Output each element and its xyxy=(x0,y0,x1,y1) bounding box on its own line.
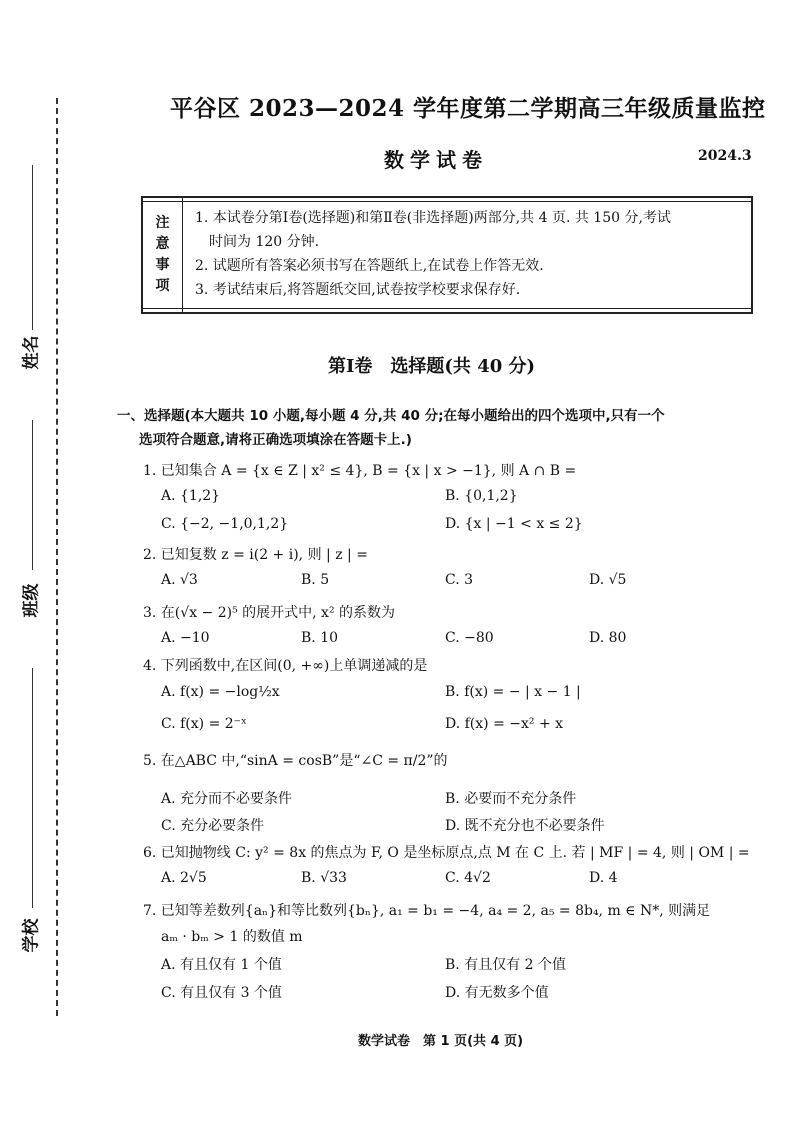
notice-box xyxy=(141,196,753,314)
notice-label-char: 注 xyxy=(155,215,170,231)
option: D. 4 xyxy=(589,870,618,886)
option: C. f(x) = 2⁻ˣ xyxy=(161,716,247,732)
option: C. −80 xyxy=(445,630,494,646)
option: D. √5 xyxy=(589,572,627,588)
class-label: 班级 xyxy=(21,583,42,618)
option: C. 3 xyxy=(445,572,474,588)
option: D. f(x) = −x² + x xyxy=(445,716,564,732)
school-underline xyxy=(32,668,33,908)
notice-item: 2. 试题所有答案必须书写在答题纸上,在试卷上作答无效. xyxy=(195,258,544,274)
option: B. f(x) = − | x − 1 | xyxy=(445,684,581,700)
option: C. 充分必要条件 xyxy=(161,818,265,834)
option: A. √3 xyxy=(161,572,198,588)
notice-label-char: 项 xyxy=(155,278,170,294)
instruction xyxy=(117,404,763,452)
option: A. 有且仅有 1 个值 xyxy=(161,957,282,973)
question-6 xyxy=(143,842,763,862)
notice-label xyxy=(143,198,183,312)
question-stem: 7. 已知等差数列{aₙ}和等比数列{bₙ}, a₁ = b₁ = −4, a₄ = 2, a₅ = 8b₄, m ∈ N*, 则满足 xyxy=(143,903,711,919)
question-7 xyxy=(143,900,763,946)
instruction-line: 选项符合题意,请将正确选项填涂在答题卡上.) xyxy=(139,432,412,448)
option: C. 有且仅有 3 个值 xyxy=(161,985,282,1001)
school-label: 学校 xyxy=(21,918,42,953)
exam-date: 2024.3 xyxy=(698,148,752,164)
option: D. 既不充分也不必要条件 xyxy=(445,818,605,834)
instruction-line: 一、选择题(本大题共 10 小题,每小题 4 分,共 40 分;在每小题给出的四个选项中,只有一个 xyxy=(117,408,665,424)
question-stem: 1. 已知集合 A = {x ∈ Z | x² ≤ 4}, B = {x | x > −1}, 则 A ∩ B = xyxy=(143,463,577,479)
notice-items xyxy=(195,206,745,302)
section-title: 第Ⅰ卷 选择题(共 40 分) xyxy=(328,356,536,377)
page-footer: 数学试卷 第 1 页(共 4 页) xyxy=(358,1034,524,1049)
question-stem: 6. 已知抛物线 C: y² = 8x 的焦点为 F, O 是坐标原点,点 M 在 C 上. 若 | MF | = 4, 则 | OM | = xyxy=(143,845,750,861)
question-1 xyxy=(143,460,763,480)
option: B. 10 xyxy=(301,630,339,646)
option: A. 2√5 xyxy=(161,870,207,886)
option: D. 有无数多个值 xyxy=(445,985,549,1001)
name-underline xyxy=(32,165,33,330)
option: A. f(x) = −log½x xyxy=(161,684,280,700)
option: B. 有且仅有 2 个值 xyxy=(445,957,566,973)
option: B. 5 xyxy=(301,572,330,588)
option: A. 充分而不必要条件 xyxy=(161,791,293,807)
question-stem: 3. 在(√x − 2)⁵ 的展开式中, x² 的系数为 xyxy=(143,605,396,621)
name-label: 姓名 xyxy=(21,335,42,370)
option: B. 必要而不充分条件 xyxy=(445,791,577,807)
option: A. −10 xyxy=(161,630,210,646)
exam-subtitle: 数学试卷 xyxy=(384,148,488,172)
question-area xyxy=(117,404,763,1001)
option: D. 80 xyxy=(589,630,627,646)
option: C. {−2, −1,0,1,2} xyxy=(161,516,289,532)
option: B. √33 xyxy=(301,870,347,886)
option: C. 4√2 xyxy=(445,870,491,886)
notice-item: 3. 考试结束后,将答题纸交回,试卷按学校要求保存好. xyxy=(195,282,521,298)
question-stem-continued: aₘ · bₘ > 1 的数值 m xyxy=(161,929,303,945)
question-stem: 4. 下列函数中,在区间(0, +∞)上单调递减的是 xyxy=(143,658,428,674)
question-5 xyxy=(143,750,763,770)
option: A. {1,2} xyxy=(161,488,221,504)
binding-dashed-line xyxy=(56,98,58,1016)
class-underline xyxy=(32,420,33,570)
question-4 xyxy=(143,655,763,675)
exam-title: 平谷区 2023—2024 学年度第二学期高三年级质量监控 xyxy=(170,95,766,122)
question-2 xyxy=(143,544,763,564)
question-3 xyxy=(143,602,763,622)
notice-item: 1. 本试卷分第Ⅰ卷(选择题)和第Ⅱ卷(非选择题)两部分,共 4 页. 共 150 分,考试 xyxy=(195,210,671,226)
question-stem: 5. 在△ABC 中,“sinA = cosB”是“∠C = π/2”的 xyxy=(143,753,448,769)
notice-label-char: 意 xyxy=(155,236,170,252)
option: B. {0,1,2} xyxy=(445,488,518,504)
option: D. {x | −1 < x ≤ 2} xyxy=(445,516,583,532)
question-stem: 2. 已知复数 z = i(2 + i), 则 | z | = xyxy=(143,547,368,563)
notice-item: 时间为 120 分钟. xyxy=(209,234,320,250)
notice-label-char: 事 xyxy=(155,257,170,273)
